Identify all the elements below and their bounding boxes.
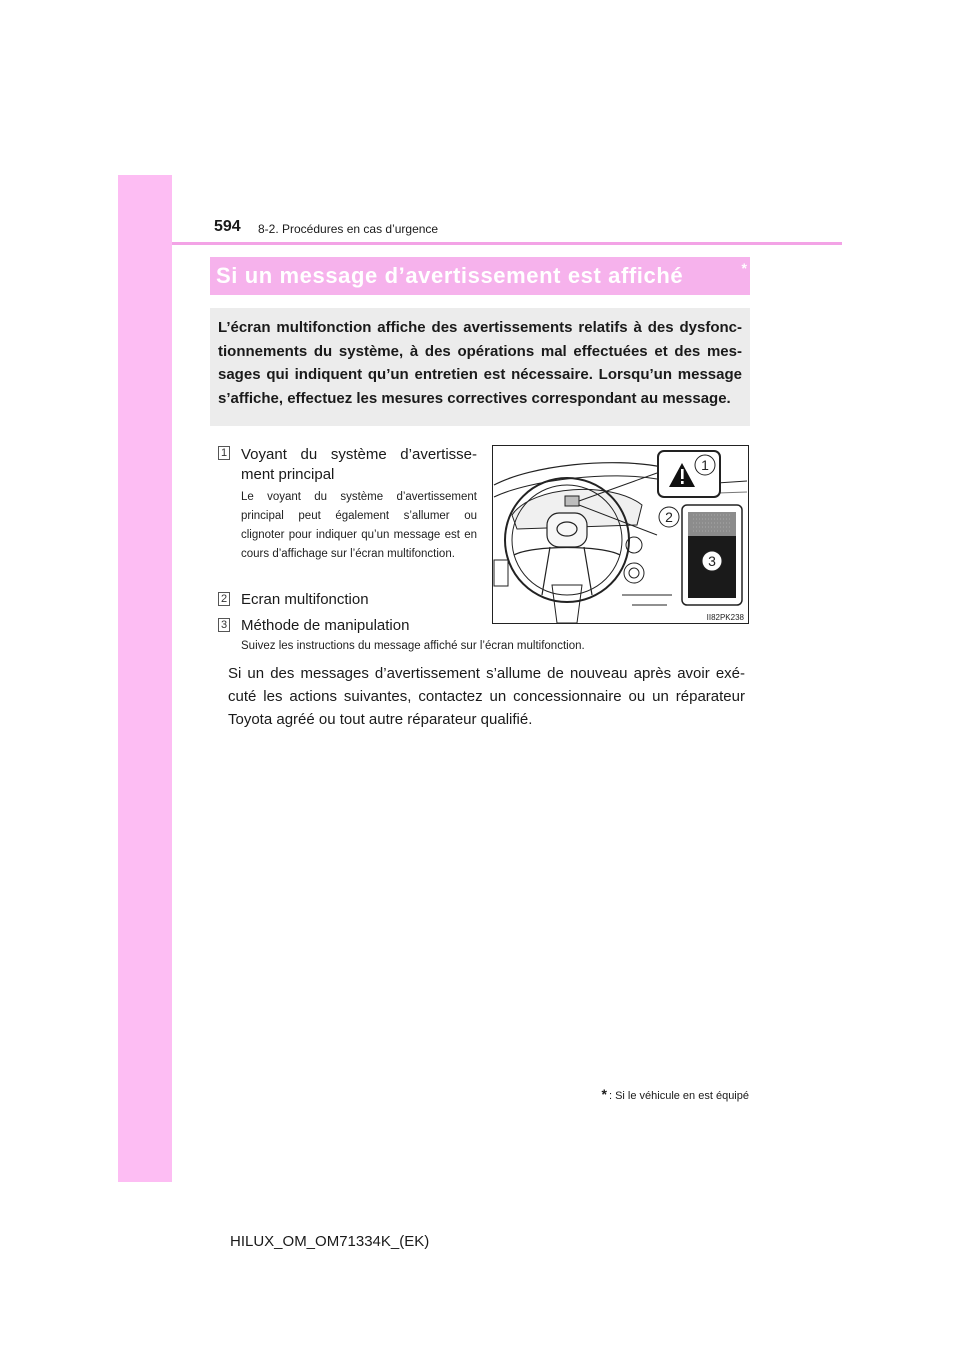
dashboard-illustration: [492, 445, 749, 624]
intro-box: L’écran multifonction affiche des avertissements relatifs à des dysfonc-tionnements du système, à des opérations mal effectuées et des mes-sages qui indiquent qu’un entretien est nécessaire. Lorsqu’un message s’affiche, effectuez les mesures correctives correspondant au message.: [210, 308, 750, 426]
item-description-master-warning: Le voyant du système d’avertissement principal peut également s’allumer ou clignoter pour indiquer qu’un message est en cours d’affichage sur l’écran multifonction.: [241, 491, 477, 560]
item-number-1: 1: [218, 446, 230, 460]
item-number-2: 2: [218, 592, 230, 606]
footnote-marker: *: [601, 1086, 607, 1102]
item-number-3: 3: [218, 618, 230, 632]
page-number: 594: [214, 218, 241, 235]
footnote: [602, 1086, 750, 1102]
chapter-heading: 8-2. Procédures en cas d’urgence: [258, 222, 439, 236]
callout-number-1: 1: [701, 457, 709, 473]
item-description-operation-method: Suivez les instructions du message affiché sur l’écran multifonction.: [241, 640, 585, 652]
equipment-note-marker: *: [741, 260, 747, 276]
closing-paragraph: Si un des messages d’avertissement s’allume de nouveau après avoir exé-cuté les actions suivantes, contactez un concessionnaire ou un réparateur Toyota agréé ou tout autre réparateur qualifié.: [228, 665, 745, 728]
footnote-text: : Si le véhicule en est équipé: [608, 1090, 749, 1102]
section-title: Si un message d’avertissement est affiché: [216, 263, 684, 288]
dashboard-drawing: [492, 445, 749, 624]
figure-code: II82PK238: [706, 613, 744, 622]
callout-number-2: 2: [665, 509, 673, 525]
header-divider: [172, 242, 842, 245]
item-title-multi-display: Ecran multifonction: [241, 591, 369, 608]
item-title-master-warning: Voyant du système d’avertisse-ment principal: [241, 446, 477, 483]
section-title-banner: [210, 257, 750, 295]
side-tab-band: [118, 175, 172, 1182]
item-title-operation-method: Méthode de manipulation: [241, 617, 410, 634]
document-code: HILUX_OM_OM71334K_(EK): [230, 1233, 430, 1250]
callout-number-3: 3: [708, 553, 716, 569]
